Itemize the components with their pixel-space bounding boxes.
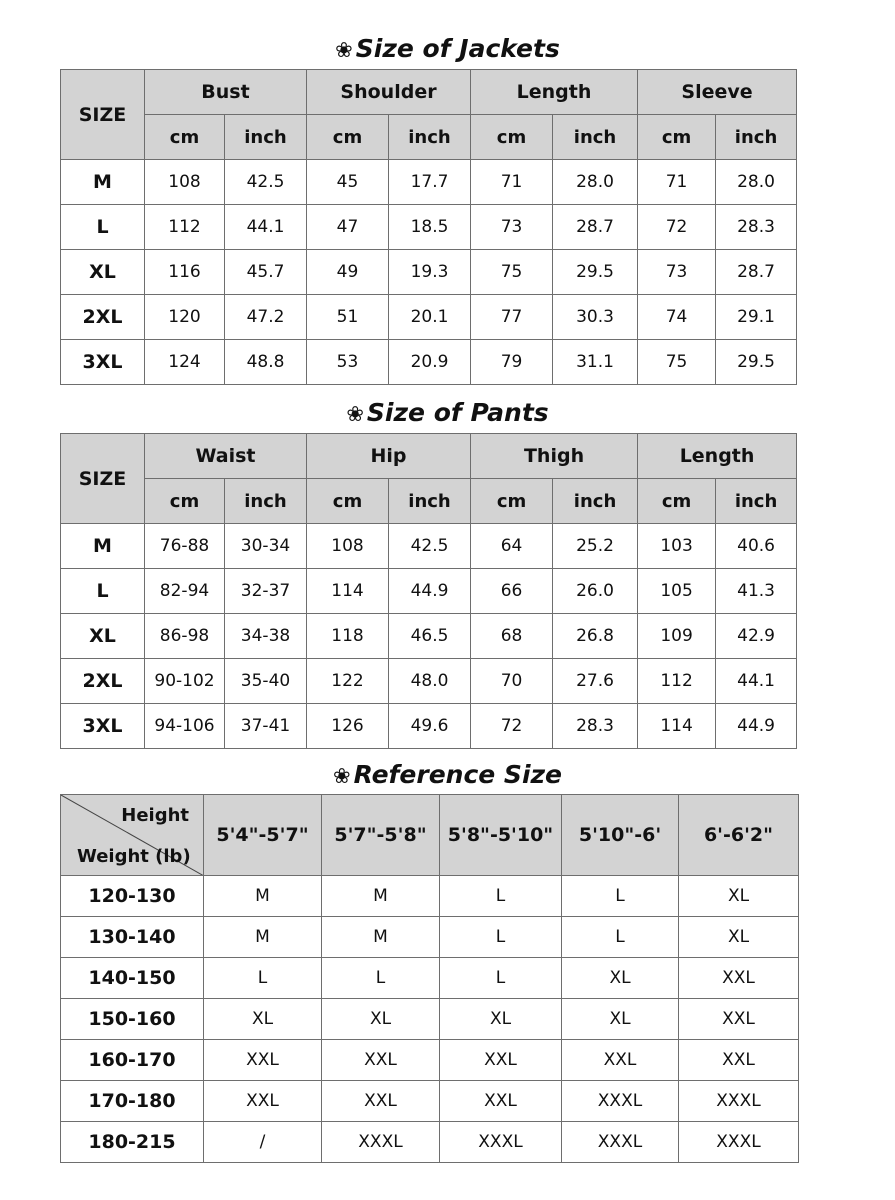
value-cell: 108	[145, 160, 225, 205]
value-cell: 48.0	[389, 659, 471, 704]
value-cell: 41.3	[716, 569, 797, 614]
flower-icon: ❀	[335, 38, 353, 62]
unit-header: inch	[553, 479, 638, 524]
value-cell: 45	[307, 160, 389, 205]
table-row	[61, 659, 797, 704]
unit-header: cm	[638, 115, 716, 160]
value-cell: 48.8	[225, 340, 307, 385]
value-cell: 114	[638, 704, 716, 749]
size-cell: L	[562, 917, 679, 958]
value-cell: 73	[471, 205, 553, 250]
group-header: Shoulder	[307, 70, 471, 115]
value-cell: 30-34	[225, 524, 307, 569]
weight-range-cell: 130-140	[61, 917, 204, 958]
size-cell: 2XL	[61, 659, 145, 704]
value-cell: 28.0	[716, 160, 797, 205]
flower-icon: ❀	[332, 764, 351, 788]
size-cell: XL	[562, 958, 679, 999]
table-row	[61, 340, 797, 385]
size-cell: XXXL	[440, 1122, 562, 1163]
size-cell: L	[204, 958, 322, 999]
table-row	[61, 917, 799, 958]
value-cell: 47	[307, 205, 389, 250]
value-cell: 112	[638, 659, 716, 704]
value-cell: 72	[471, 704, 553, 749]
value-cell: 120	[145, 295, 225, 340]
unit-header: inch	[225, 115, 307, 160]
value-cell: 26.8	[553, 614, 638, 659]
value-cell: 71	[638, 160, 716, 205]
value-cell: 66	[471, 569, 553, 614]
value-cell: 18.5	[389, 205, 471, 250]
size-column-header: SIZE	[61, 70, 145, 160]
value-cell: 108	[307, 524, 389, 569]
weight-range-cell: 160-170	[61, 1040, 204, 1081]
table-row	[61, 569, 797, 614]
value-cell: 34-38	[225, 614, 307, 659]
value-cell: 49	[307, 250, 389, 295]
size-cell: XXL	[679, 999, 799, 1040]
unit-header: inch	[553, 115, 638, 160]
size-cell: XXXL	[562, 1122, 679, 1163]
group-header: Length	[638, 434, 797, 479]
group-header: Bust	[145, 70, 307, 115]
size-cell: M	[322, 876, 440, 917]
unit-header: cm	[471, 479, 553, 524]
size-cell: XL	[562, 999, 679, 1040]
height-label: Height	[121, 805, 189, 826]
value-cell: 44.1	[716, 659, 797, 704]
size-cell: XXL	[440, 1081, 562, 1122]
size-cell: L	[440, 958, 562, 999]
value-cell: 28.3	[553, 704, 638, 749]
value-cell: 35-40	[225, 659, 307, 704]
weight-range-cell: 140-150	[61, 958, 204, 999]
jackets-size-table	[60, 69, 797, 385]
value-cell: 53	[307, 340, 389, 385]
unit-header: inch	[389, 115, 471, 160]
size-cell: XXL	[440, 1040, 562, 1081]
value-cell: 114	[307, 569, 389, 614]
jackets-title: ❀ Size of Jackets	[335, 34, 560, 63]
unit-header: cm	[145, 115, 225, 160]
height-range-header: 5'7"-5'8"	[322, 795, 440, 876]
value-cell: 103	[638, 524, 716, 569]
size-cell: 2XL	[61, 295, 145, 340]
value-cell: 47.2	[225, 295, 307, 340]
size-cell: XL	[322, 999, 440, 1040]
table-row	[61, 205, 797, 250]
group-header: Hip	[307, 434, 471, 479]
table-row	[61, 1040, 799, 1081]
table-row	[61, 614, 797, 659]
value-cell: 40.6	[716, 524, 797, 569]
table-row	[61, 999, 799, 1040]
size-cell: L	[440, 876, 562, 917]
size-cell: 3XL	[61, 340, 145, 385]
unit-header: inch	[716, 479, 797, 524]
size-cell: L	[61, 205, 145, 250]
size-cell: L	[440, 917, 562, 958]
table-row	[61, 250, 797, 295]
size-cell: XXXL	[679, 1122, 799, 1163]
value-cell: 29.1	[716, 295, 797, 340]
value-cell: 75	[638, 340, 716, 385]
unit-header: cm	[638, 479, 716, 524]
value-cell: 32-37	[225, 569, 307, 614]
size-cell: M	[61, 160, 145, 205]
size-cell: XL	[679, 917, 799, 958]
pants-size-table	[60, 433, 797, 749]
weight-range-cell: 170-180	[61, 1081, 204, 1122]
unit-header: inch	[225, 479, 307, 524]
size-cell: XXL	[322, 1081, 440, 1122]
value-cell: 29.5	[716, 340, 797, 385]
value-cell: 30.3	[553, 295, 638, 340]
value-cell: 90-102	[145, 659, 225, 704]
value-cell: 126	[307, 704, 389, 749]
table-row	[61, 295, 797, 340]
value-cell: 64	[471, 524, 553, 569]
value-cell: 76-88	[145, 524, 225, 569]
size-cell: XL	[204, 999, 322, 1040]
pants-title: ❀ Size of Pants	[346, 398, 549, 427]
value-cell: 109	[638, 614, 716, 659]
unit-header: inch	[389, 479, 471, 524]
value-cell: 26.0	[553, 569, 638, 614]
unit-header: cm	[307, 479, 389, 524]
value-cell: 68	[471, 614, 553, 659]
group-header: Thigh	[471, 434, 638, 479]
value-cell: 86-98	[145, 614, 225, 659]
value-cell: 105	[638, 569, 716, 614]
height-range-header: 5'8"-5'10"	[440, 795, 562, 876]
table-row	[61, 876, 799, 917]
height-range-header: 6'-6'2"	[679, 795, 799, 876]
value-cell: 28.3	[716, 205, 797, 250]
height-range-header: 5'4"-5'7"	[204, 795, 322, 876]
group-header: Waist	[145, 434, 307, 479]
value-cell: 45.7	[225, 250, 307, 295]
reference-title: ❀ Reference Size	[332, 760, 563, 789]
size-cell: XXL	[679, 1040, 799, 1081]
size-cell: XXL	[322, 1040, 440, 1081]
unit-header: cm	[471, 115, 553, 160]
size-cell: XXL	[204, 1040, 322, 1081]
value-cell: 28.0	[553, 160, 638, 205]
size-cell: L	[61, 569, 145, 614]
value-cell: 20.1	[389, 295, 471, 340]
value-cell: 31.1	[553, 340, 638, 385]
size-column-header: SIZE	[61, 434, 145, 524]
value-cell: 122	[307, 659, 389, 704]
size-cell: XL	[679, 876, 799, 917]
size-cell: M	[61, 524, 145, 569]
size-cell: XXL	[562, 1040, 679, 1081]
value-cell: 44.9	[716, 704, 797, 749]
value-cell: 27.6	[553, 659, 638, 704]
table-row	[61, 1122, 799, 1163]
value-cell: 70	[471, 659, 553, 704]
group-header: Length	[471, 70, 638, 115]
table-row	[61, 704, 797, 749]
size-cell: XXXL	[562, 1081, 679, 1122]
value-cell: 28.7	[553, 205, 638, 250]
size-cell: XXXL	[679, 1081, 799, 1122]
weight-range-cell: 150-160	[61, 999, 204, 1040]
size-cell: M	[204, 917, 322, 958]
table-row	[61, 160, 797, 205]
weight-label: Weight (lb)	[77, 846, 191, 867]
value-cell: 46.5	[389, 614, 471, 659]
value-cell: 75	[471, 250, 553, 295]
reference-size-table	[60, 794, 799, 1163]
value-cell: 42.5	[225, 160, 307, 205]
weight-range-cell: 120-130	[61, 876, 204, 917]
size-cell: /	[204, 1122, 322, 1163]
value-cell: 28.7	[716, 250, 797, 295]
size-cell: L	[322, 958, 440, 999]
unit-header: cm	[307, 115, 389, 160]
value-cell: 74	[638, 295, 716, 340]
value-cell: 112	[145, 205, 225, 250]
size-cell: XXL	[679, 958, 799, 999]
value-cell: 51	[307, 295, 389, 340]
value-cell: 71	[471, 160, 553, 205]
value-cell: 124	[145, 340, 225, 385]
value-cell: 17.7	[389, 160, 471, 205]
value-cell: 42.9	[716, 614, 797, 659]
value-cell: 77	[471, 295, 553, 340]
size-cell: XXXL	[322, 1122, 440, 1163]
value-cell: 44.1	[225, 205, 307, 250]
value-cell: 72	[638, 205, 716, 250]
value-cell: 29.5	[553, 250, 638, 295]
unit-header: cm	[145, 479, 225, 524]
value-cell: 37-41	[225, 704, 307, 749]
size-cell: L	[562, 876, 679, 917]
size-cell: 3XL	[61, 704, 145, 749]
height-weight-corner-header	[61, 795, 204, 876]
flower-icon: ❀	[346, 402, 364, 426]
weight-range-cell: 180-215	[61, 1122, 204, 1163]
value-cell: 44.9	[389, 569, 471, 614]
group-header: Sleeve	[638, 70, 797, 115]
value-cell: 79	[471, 340, 553, 385]
table-row	[61, 958, 799, 999]
size-cell: M	[322, 917, 440, 958]
size-cell: XL	[61, 250, 145, 295]
size-cell: XL	[440, 999, 562, 1040]
value-cell: 25.2	[553, 524, 638, 569]
table-row	[61, 1081, 799, 1122]
value-cell: 42.5	[389, 524, 471, 569]
value-cell: 116	[145, 250, 225, 295]
unit-header: inch	[716, 115, 797, 160]
value-cell: 118	[307, 614, 389, 659]
value-cell: 73	[638, 250, 716, 295]
value-cell: 49.6	[389, 704, 471, 749]
value-cell: 19.3	[389, 250, 471, 295]
value-cell: 94-106	[145, 704, 225, 749]
value-cell: 82-94	[145, 569, 225, 614]
value-cell: 20.9	[389, 340, 471, 385]
size-cell: XL	[61, 614, 145, 659]
table-row	[61, 524, 797, 569]
size-cell: M	[204, 876, 322, 917]
size-cell: XXL	[204, 1081, 322, 1122]
height-range-header: 5'10"-6'	[562, 795, 679, 876]
